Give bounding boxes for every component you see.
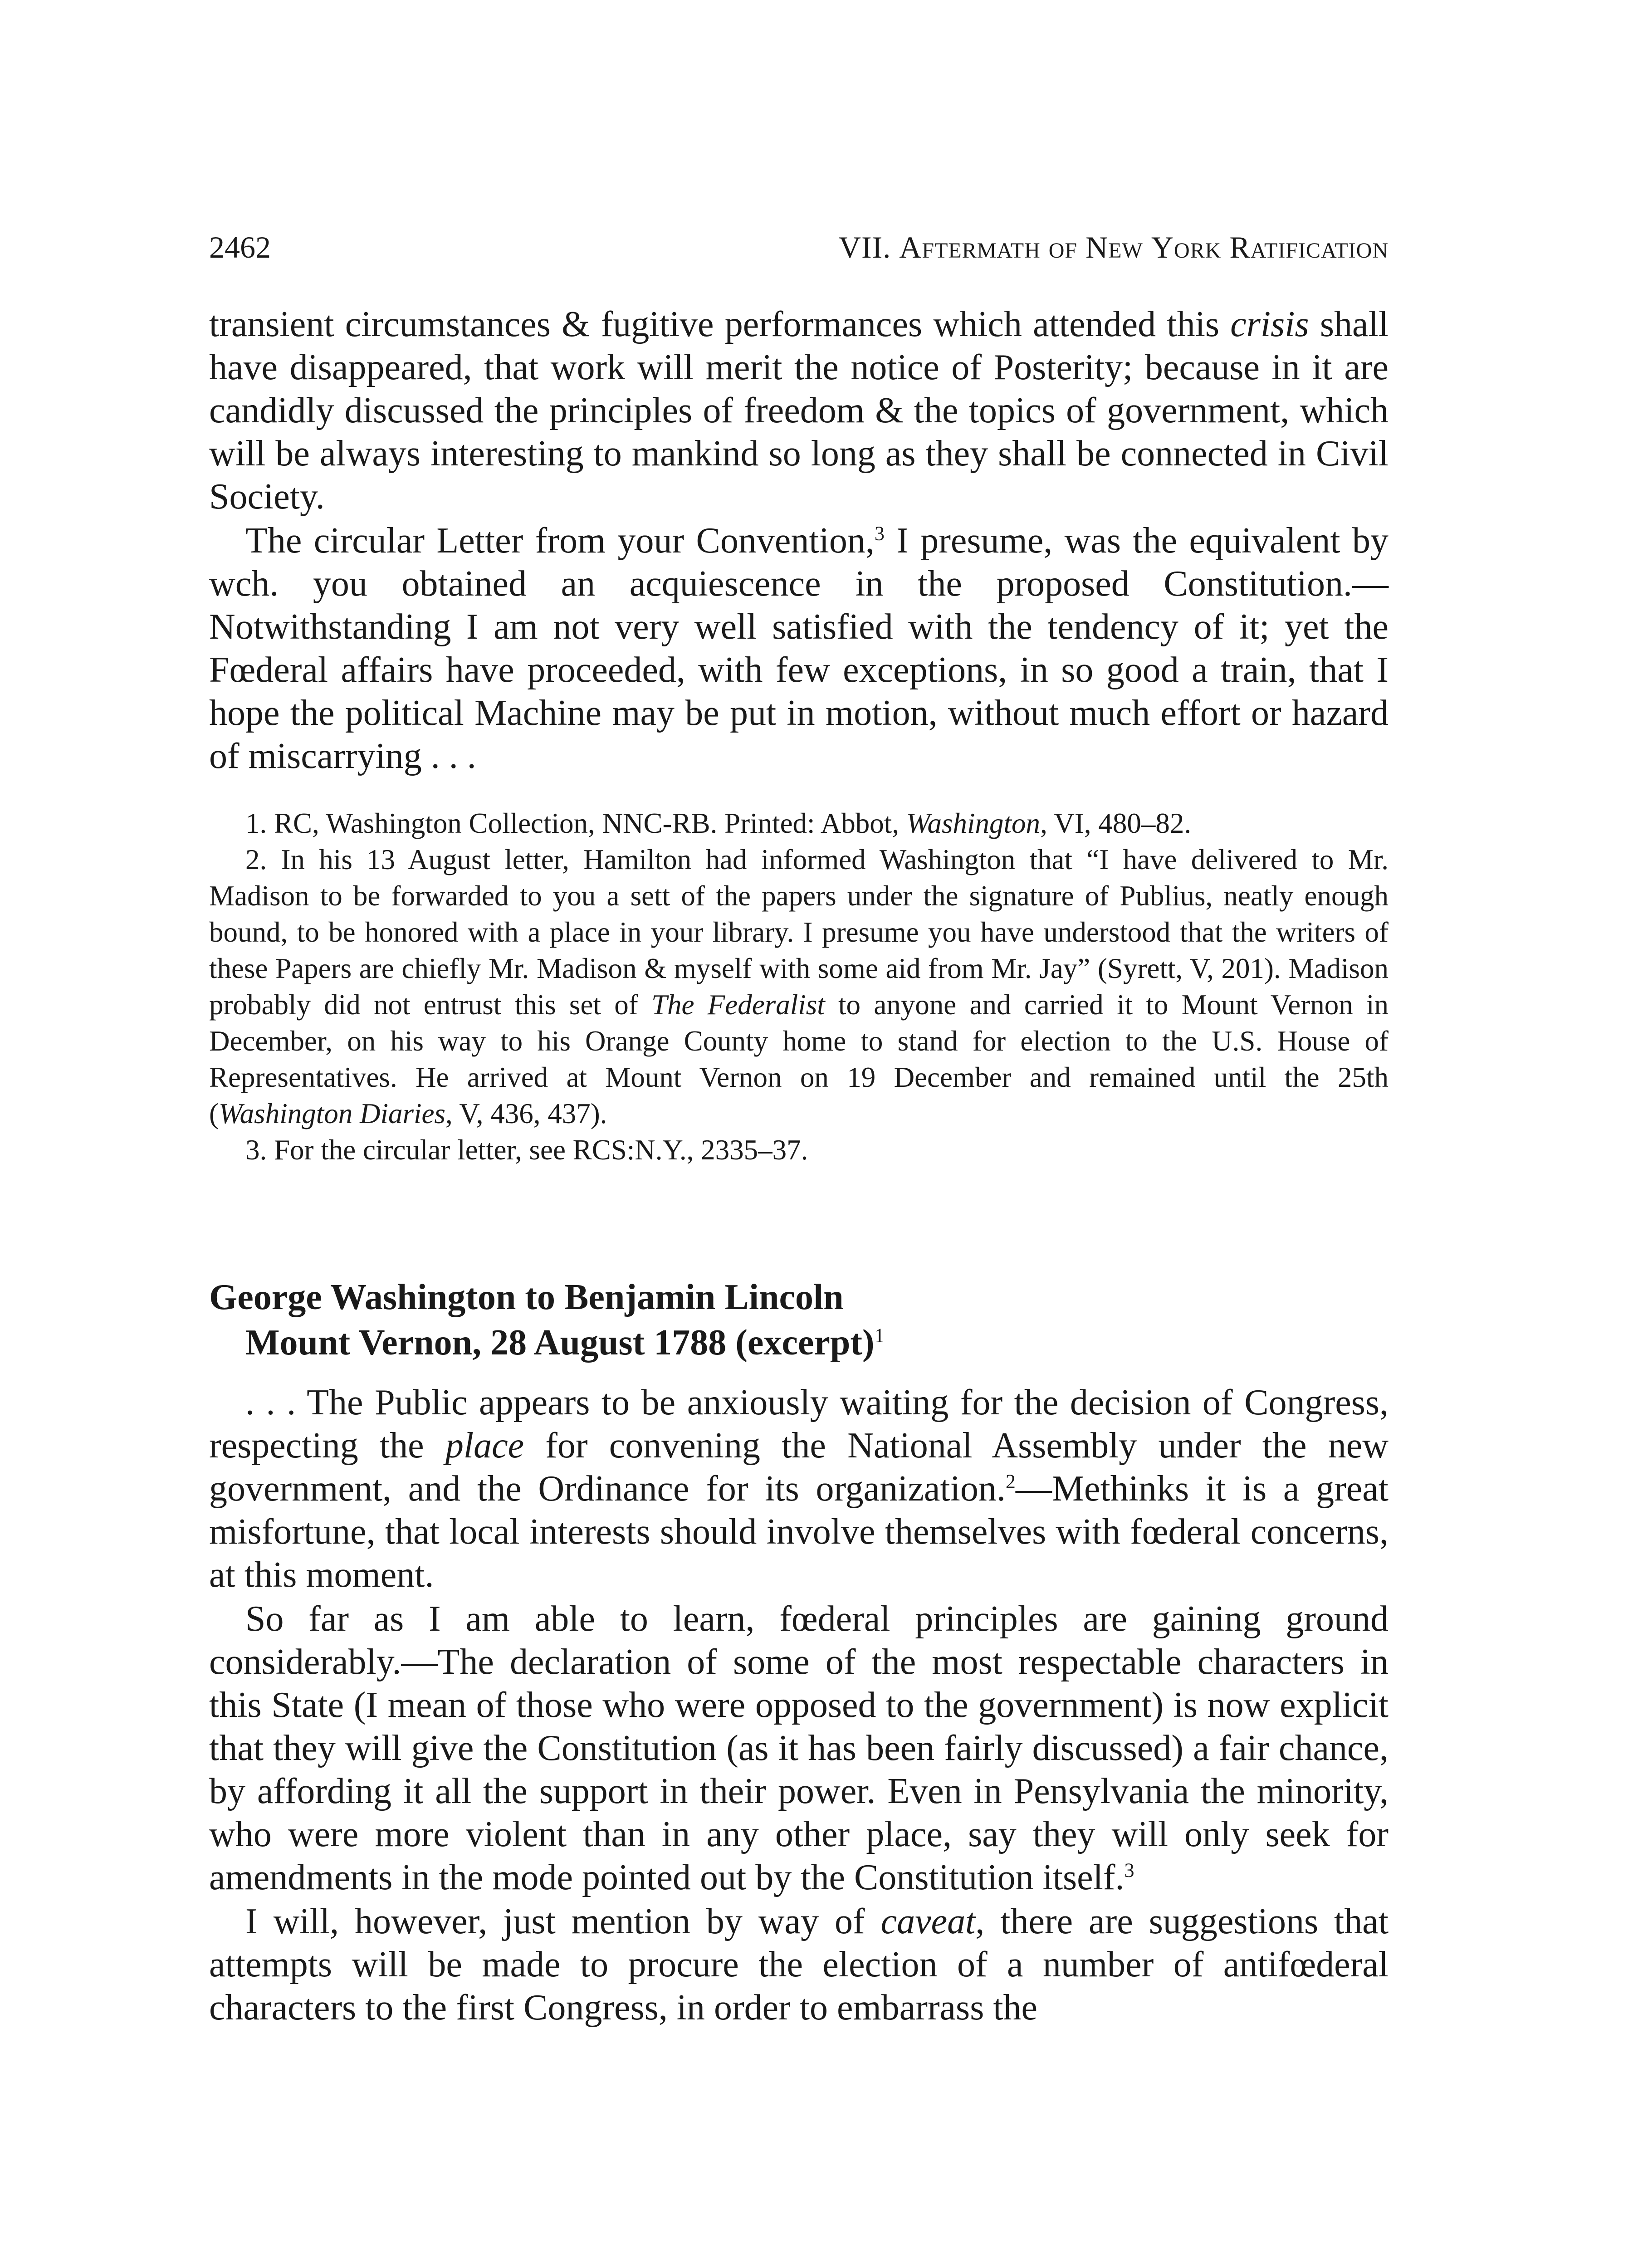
text-run: So far as I am able to learn, fœderal principles are gaining ground considerably.—The declaration of some of the most respectable characters in this State (I mean of those who were opposed to the government) is now explicit that they will give the Constitution (as it has been fairly discussed) a fair chance, by affording it all the support in their power. Even in Pensylvania the minority, who were more violent than in any other place, say they will only seek for amendments in the mode pointed out by the Constitution itself. — [209, 1599, 1389, 1897]
footnote — [209, 841, 1389, 1132]
text-run: I presume, was the equivalent by wch. you obtained an acquiescence in the proposed Constitution.—Notwithstanding I am not very well satisfied with the tendency of it; yet the Fœderal affairs have proceeded, with few exceptions, in so good a train, that I hope the political Machine may be put in motion, without much effort or hazard of miscarrying . . . — [209, 521, 1389, 776]
heading-title: George Washington to Benjamin Lincoln — [209, 1277, 844, 1317]
text-run: . . . The Public appears to be anxiously waiting for the decision of Congress, respecting the — [209, 1383, 1389, 1466]
running-head — [839, 229, 1389, 265]
footnotes — [209, 805, 1389, 1168]
text-run: transient circumstances & fugitive performances which attended this — [209, 304, 1231, 344]
italic-text: place — [445, 1426, 524, 1466]
italic-text: The Federalist — [651, 989, 825, 1021]
running-head-word: York — [1151, 230, 1222, 264]
running-head-word: Ratification — [1229, 230, 1389, 264]
paragraph — [209, 1900, 1389, 2029]
paragraph — [209, 1598, 1389, 1899]
document-heading — [209, 1275, 1389, 1365]
running-head-word: Aftermath — [899, 230, 1041, 264]
text-run: , VI, 480–82. — [1040, 807, 1192, 839]
text-run: 3. For the circular letter, see RCS:N.Y., 2335–37. — [245, 1134, 808, 1166]
italic-text: caveat — [880, 1901, 976, 1941]
running-head-word: New — [1085, 230, 1143, 264]
heading-place-date — [209, 1320, 1389, 1365]
text-run: I will, however, just mention by way of — [245, 1901, 881, 1941]
text-run: 1. RC, Washington Collection, NNC-RB. Printed: Abbot, — [245, 807, 906, 839]
footnote-reference: 2 — [1005, 1470, 1016, 1493]
page-number: 2462 — [209, 230, 271, 264]
text-run: shall have disappeared, that work will merit the notice of Posterity; because in it are candidly discussed the principles of freedom & the topics of government, which will be always interesting to mankind so long as they shall be connected in Civil Society. — [209, 304, 1389, 517]
italic-text: Washington Diaries — [218, 1098, 445, 1129]
paragraph — [209, 1381, 1389, 1597]
paragraph — [209, 519, 1389, 778]
italic-text: Washington — [906, 807, 1041, 839]
text-run: for convening the National Assembly under the new government, and the Ordinance for its organization. — [209, 1426, 1389, 1509]
text-run: , there are suggestions that attempts will be made to procure the election of a number of antifœderal characters to the first Congress, in order to embarrass the — [209, 1901, 1389, 2028]
paragraph — [209, 303, 1389, 518]
continued-letter-text — [209, 303, 1389, 778]
footnote — [209, 805, 1389, 841]
text-run: 2. In his 13 August letter, Hamilton had informed Washington that “I have delivered to Mr. Madison to be forwarded to you a sett of the papers under the signature of Publius, neatly enough bound, to be honored with a place in your library. I presume you have understood that the writers of these Papers are chiefly Mr. Madison & myself with some aid from Mr. Jay” (Syrett, V, 201). Madison probably did not entrust this set of — [209, 844, 1389, 1021]
italic-text: crisis — [1230, 304, 1309, 344]
footnote-reference: 3 — [874, 522, 885, 545]
letter-text — [209, 1381, 1389, 2029]
text-run: —Methinks it is a great misfortune, that local interests should involve themselves with fœderal concerns, at this moment. — [209, 1469, 1389, 1595]
text-run: , V, 436, 437). — [445, 1098, 607, 1129]
footnote-reference: 3 — [1124, 1859, 1134, 1882]
footnote — [209, 1132, 1389, 1168]
running-head-word: of — [1048, 230, 1078, 264]
running-head-prefix: VII. — [838, 230, 900, 264]
text-run: The circular Letter from your Convention, — [245, 521, 875, 561]
footnote-reference: 1 — [874, 1324, 885, 1347]
heading-place-date-text: Mount Vernon, 28 August 1788 (excerpt) — [245, 1323, 875, 1363]
page-header — [209, 229, 1389, 265]
text-run: to anyone and carried it to Mount Vernon in December, on his way to his Orange County home to stand for election to the U.S. House of Representatives. He arrived at Mount Vernon on 19 December and remained until the 25th ( — [209, 989, 1389, 1129]
